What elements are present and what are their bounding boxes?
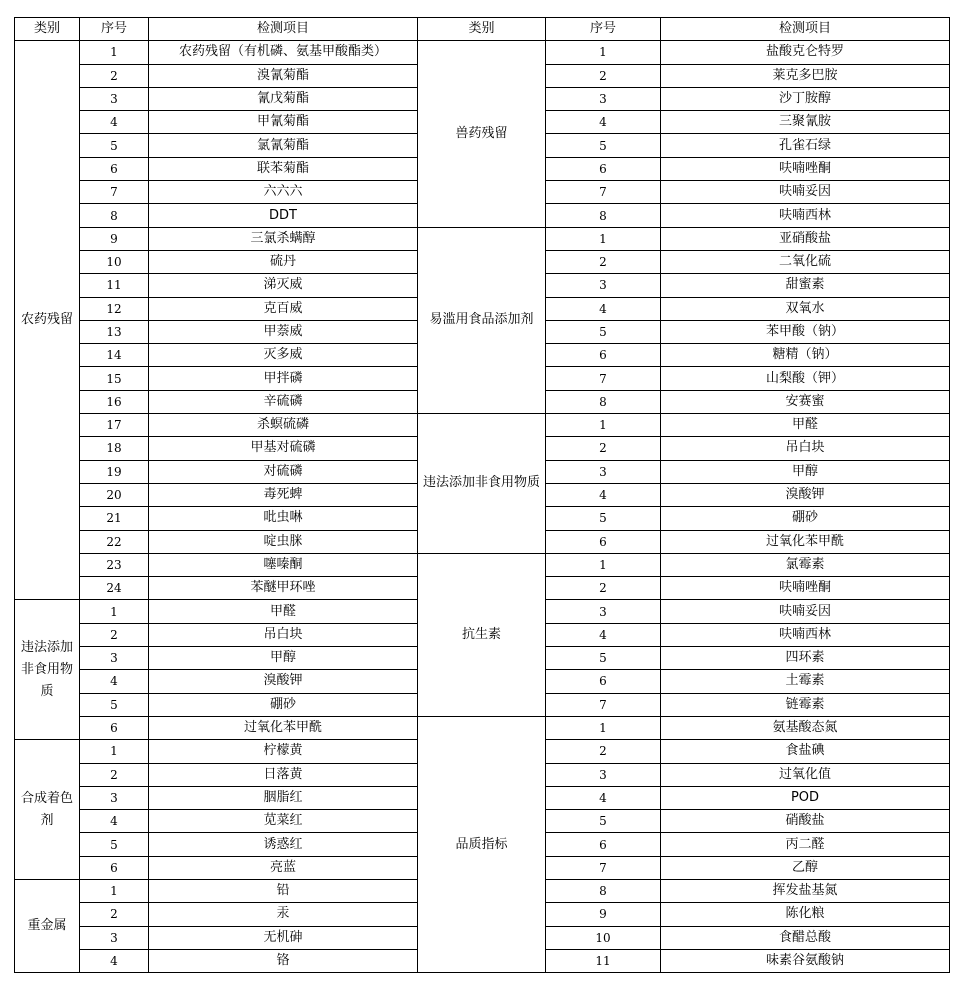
item-cell-right: 食盐碘 [661, 740, 950, 763]
item-cell-right: 双氧水 [661, 297, 950, 320]
table-row [15, 41, 950, 64]
item-cell-right: 盐酸克仑特罗 [661, 41, 950, 64]
inspection-items-table [14, 17, 950, 973]
item-cell-left: 铬 [149, 949, 418, 972]
seq-cell-left: 11 [80, 274, 149, 297]
seq-cell-left: 5 [80, 833, 149, 856]
item-cell-left: 甲氰菊酯 [149, 111, 418, 134]
item-cell-right: 呋喃妥因 [661, 181, 950, 204]
seq-cell-left: 3 [80, 647, 149, 670]
item-cell-left: 吡虫啉 [149, 507, 418, 530]
seq-cell-right: 4 [546, 786, 661, 809]
item-cell-right: 呋喃西林 [661, 623, 950, 646]
item-cell-left: 甲萘威 [149, 320, 418, 343]
seq-cell-left: 18 [80, 437, 149, 460]
seq-cell-right: 6 [546, 344, 661, 367]
item-cell-left: 对硫磷 [149, 460, 418, 483]
item-cell-left: DDT [149, 204, 418, 227]
seq-cell-right: 6 [546, 670, 661, 693]
category-cell-right: 抗生素 [418, 553, 546, 716]
seq-cell-right: 4 [546, 623, 661, 646]
item-cell-left: 农药残留（有机磷、氨基甲酸酯类） [149, 41, 418, 64]
seq-cell-left: 9 [80, 227, 149, 250]
header-category-right: 类别 [418, 18, 546, 41]
header-seq-right: 序号 [546, 18, 661, 41]
item-cell-right: 孔雀石绿 [661, 134, 950, 157]
seq-cell-right: 5 [546, 810, 661, 833]
seq-cell-left: 5 [80, 134, 149, 157]
seq-cell-left: 4 [80, 111, 149, 134]
item-cell-right: 氯霉素 [661, 553, 950, 576]
item-cell-right: 莱克多巴胺 [661, 64, 950, 87]
item-cell-right: 硝酸盐 [661, 810, 950, 833]
seq-cell-left: 3 [80, 87, 149, 110]
item-cell-left: 吊白块 [149, 623, 418, 646]
header-item-left: 检测项目 [149, 18, 418, 41]
item-cell-left: 克百威 [149, 297, 418, 320]
seq-cell-left: 22 [80, 530, 149, 553]
item-cell-left: 硼砂 [149, 693, 418, 716]
seq-cell-left: 2 [80, 763, 149, 786]
item-cell-left: 硫丹 [149, 250, 418, 273]
item-cell-right: 食醋总酸 [661, 926, 950, 949]
seq-cell-left: 6 [80, 716, 149, 739]
seq-cell-left: 24 [80, 577, 149, 600]
item-cell-right: 亚硝酸盐 [661, 227, 950, 250]
item-cell-right: 过氧化值 [661, 763, 950, 786]
item-cell-left: 过氧化苯甲酰 [149, 716, 418, 739]
item-cell-left: 灭多威 [149, 344, 418, 367]
seq-cell-right: 2 [546, 577, 661, 600]
seq-cell-left: 1 [80, 740, 149, 763]
item-cell-right: 呋喃西林 [661, 204, 950, 227]
item-cell-right: 味素谷氨酸钠 [661, 949, 950, 972]
category-cell-right: 易滥用食品添加剂 [418, 227, 546, 413]
item-cell-right: 呋喃唑酮 [661, 157, 950, 180]
item-cell-right: 土霉素 [661, 670, 950, 693]
item-cell-right: 四环素 [661, 647, 950, 670]
item-cell-right: POD [661, 786, 950, 809]
item-cell-right: 氨基酸态氮 [661, 716, 950, 739]
seq-cell-right: 3 [546, 460, 661, 483]
seq-cell-left: 4 [80, 949, 149, 972]
item-cell-left: 联苯菊酯 [149, 157, 418, 180]
seq-cell-left: 3 [80, 926, 149, 949]
item-cell-right: 呋喃唑酮 [661, 577, 950, 600]
item-cell-left: 溴氰菊酯 [149, 64, 418, 87]
seq-cell-right: 6 [546, 157, 661, 180]
seq-cell-left: 1 [80, 41, 149, 64]
item-cell-left: 苋菜红 [149, 810, 418, 833]
seq-cell-right: 5 [546, 134, 661, 157]
item-cell-left: 甲基对硫磷 [149, 437, 418, 460]
item-cell-right: 乙醇 [661, 856, 950, 879]
seq-cell-left: 8 [80, 204, 149, 227]
seq-cell-right: 5 [546, 320, 661, 343]
item-cell-left: 毒死蜱 [149, 483, 418, 506]
seq-cell-right: 2 [546, 740, 661, 763]
seq-cell-left: 19 [80, 460, 149, 483]
item-cell-right: 山梨酸（钾） [661, 367, 950, 390]
item-cell-left: 汞 [149, 903, 418, 926]
seq-cell-right: 1 [546, 414, 661, 437]
item-cell-right: 溴酸钾 [661, 483, 950, 506]
category-cell-right: 品质指标 [418, 716, 546, 972]
item-cell-left: 三氯杀螨醇 [149, 227, 418, 250]
item-cell-right: 苯甲酸（钠） [661, 320, 950, 343]
seq-cell-left: 10 [80, 250, 149, 273]
seq-cell-right: 10 [546, 926, 661, 949]
seq-cell-right: 7 [546, 181, 661, 204]
item-cell-left: 氰戊菊酯 [149, 87, 418, 110]
seq-cell-left: 15 [80, 367, 149, 390]
item-cell-left: 杀螟硫磷 [149, 414, 418, 437]
item-cell-left: 亮蓝 [149, 856, 418, 879]
header-category-left: 类别 [15, 18, 80, 41]
item-cell-right: 糖精（钠） [661, 344, 950, 367]
table-row [15, 414, 950, 437]
item-cell-right: 丙二醛 [661, 833, 950, 856]
category-cell-left: 农药残留 [15, 41, 80, 600]
seq-cell-left: 13 [80, 320, 149, 343]
seq-cell-left: 6 [80, 157, 149, 180]
item-cell-right: 呋喃妥因 [661, 600, 950, 623]
seq-cell-right: 1 [546, 41, 661, 64]
seq-cell-left: 2 [80, 64, 149, 87]
item-cell-right: 甜蜜素 [661, 274, 950, 297]
seq-cell-left: 1 [80, 879, 149, 902]
item-cell-left: 铅 [149, 879, 418, 902]
seq-cell-left: 16 [80, 390, 149, 413]
item-cell-left: 氯氰菊酯 [149, 134, 418, 157]
item-cell-right: 陈化粮 [661, 903, 950, 926]
seq-cell-right: 7 [546, 693, 661, 716]
item-cell-left: 甲拌磷 [149, 367, 418, 390]
seq-cell-left: 4 [80, 670, 149, 693]
seq-cell-right: 8 [546, 879, 661, 902]
seq-cell-right: 8 [546, 390, 661, 413]
seq-cell-left: 21 [80, 507, 149, 530]
seq-cell-right: 4 [546, 297, 661, 320]
seq-cell-left: 7 [80, 181, 149, 204]
seq-cell-right: 5 [546, 507, 661, 530]
seq-cell-right: 1 [546, 227, 661, 250]
seq-cell-right: 1 [546, 716, 661, 739]
category-cell-right: 违法添加非食用物质 [418, 414, 546, 554]
seq-cell-right: 3 [546, 763, 661, 786]
seq-cell-right: 2 [546, 64, 661, 87]
seq-cell-left: 17 [80, 414, 149, 437]
item-cell-right: 二氧化硫 [661, 250, 950, 273]
seq-cell-left: 4 [80, 810, 149, 833]
item-cell-left: 啶虫脒 [149, 530, 418, 553]
item-cell-left: 日落黄 [149, 763, 418, 786]
item-cell-right: 安赛蜜 [661, 390, 950, 413]
item-cell-right: 甲醇 [661, 460, 950, 483]
item-cell-right: 链霉素 [661, 693, 950, 716]
seq-cell-left: 23 [80, 553, 149, 576]
seq-cell-left: 14 [80, 344, 149, 367]
item-cell-left: 诱惑红 [149, 833, 418, 856]
item-cell-right: 甲醛 [661, 414, 950, 437]
category-cell-left: 违法添加非食用物质 [15, 600, 80, 740]
item-cell-left: 涕灭威 [149, 274, 418, 297]
item-cell-left: 噻嗪酮 [149, 553, 418, 576]
seq-cell-left: 3 [80, 786, 149, 809]
seq-cell-right: 6 [546, 530, 661, 553]
seq-cell-right: 3 [546, 274, 661, 297]
item-cell-left: 胭脂红 [149, 786, 418, 809]
seq-cell-right: 4 [546, 483, 661, 506]
seq-cell-right: 5 [546, 647, 661, 670]
seq-cell-right: 9 [546, 903, 661, 926]
seq-cell-left: 2 [80, 903, 149, 926]
seq-cell-right: 8 [546, 204, 661, 227]
seq-cell-left: 12 [80, 297, 149, 320]
seq-cell-right: 11 [546, 949, 661, 972]
item-cell-right: 三聚氰胺 [661, 111, 950, 134]
seq-cell-right: 4 [546, 111, 661, 134]
seq-cell-right: 3 [546, 600, 661, 623]
table-row [15, 227, 950, 250]
item-cell-left: 苯醚甲环唑 [149, 577, 418, 600]
item-cell-left: 甲醇 [149, 647, 418, 670]
item-cell-left: 辛硫磷 [149, 390, 418, 413]
item-cell-left: 甲醛 [149, 600, 418, 623]
seq-cell-left: 5 [80, 693, 149, 716]
seq-cell-left: 1 [80, 600, 149, 623]
seq-cell-right: 1 [546, 553, 661, 576]
header-seq-left: 序号 [80, 18, 149, 41]
header-item-right: 检测项目 [661, 18, 950, 41]
item-cell-left: 柠檬黄 [149, 740, 418, 763]
item-cell-left: 无机砷 [149, 926, 418, 949]
table-row [15, 716, 950, 739]
seq-cell-right: 7 [546, 367, 661, 390]
seq-cell-right: 6 [546, 833, 661, 856]
item-cell-left: 六六六 [149, 181, 418, 204]
item-cell-right: 硼砂 [661, 507, 950, 530]
seq-cell-right: 3 [546, 87, 661, 110]
category-cell-left: 重金属 [15, 879, 80, 972]
header-row [15, 18, 950, 41]
item-cell-right: 吊白块 [661, 437, 950, 460]
seq-cell-left: 2 [80, 623, 149, 646]
item-cell-left: 溴酸钾 [149, 670, 418, 693]
seq-cell-left: 20 [80, 483, 149, 506]
item-cell-right: 挥发盐基氮 [661, 879, 950, 902]
item-cell-right: 过氧化苯甲酰 [661, 530, 950, 553]
seq-cell-left: 6 [80, 856, 149, 879]
seq-cell-right: 2 [546, 437, 661, 460]
category-cell-right: 兽药残留 [418, 41, 546, 227]
table-row [15, 553, 950, 576]
item-cell-right: 沙丁胺醇 [661, 87, 950, 110]
seq-cell-right: 7 [546, 856, 661, 879]
seq-cell-right: 2 [546, 250, 661, 273]
category-cell-left: 合成着色剂 [15, 740, 80, 880]
